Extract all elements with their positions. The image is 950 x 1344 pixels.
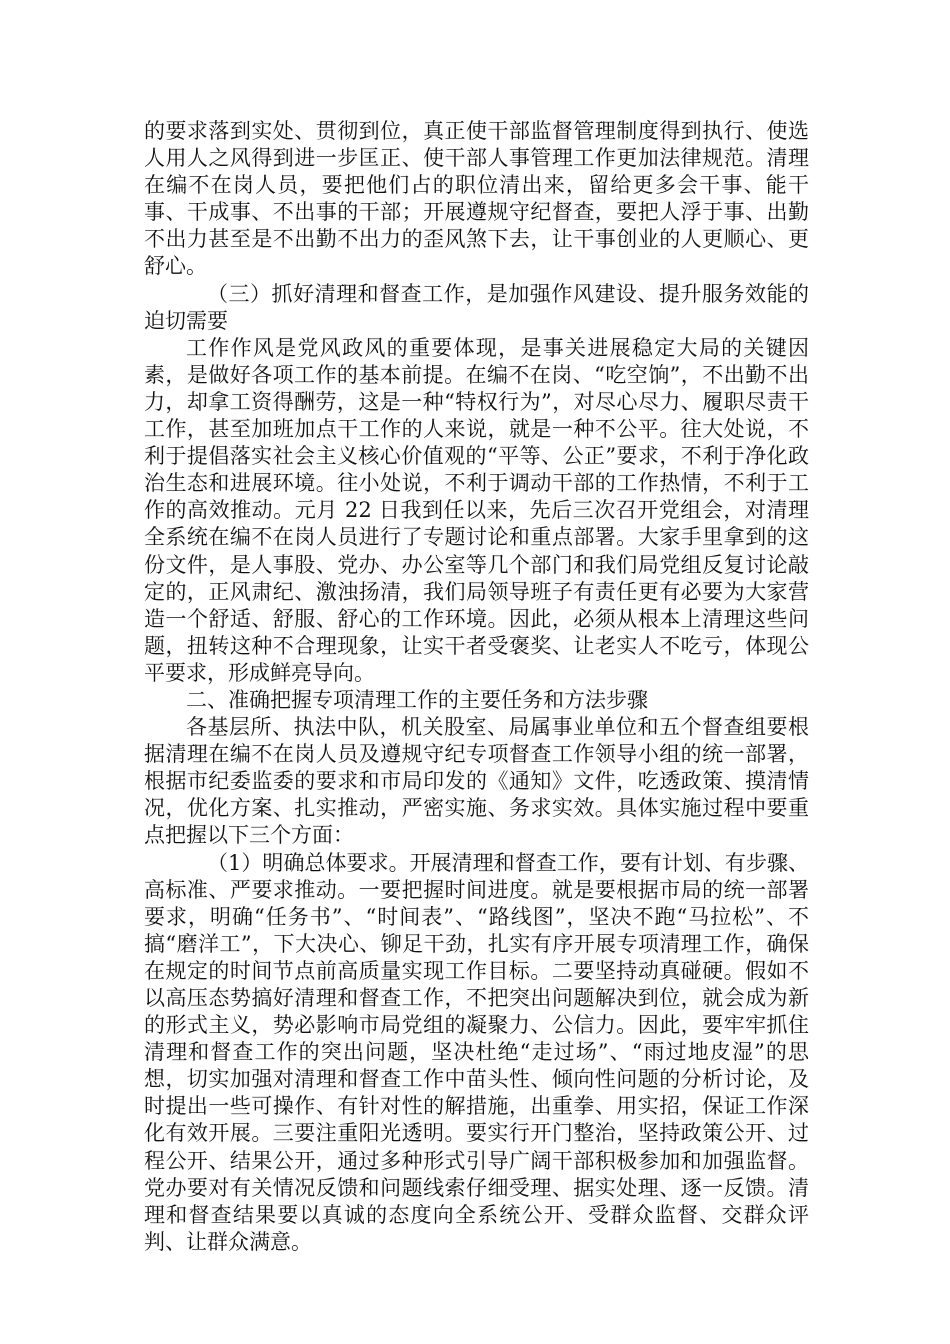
paragraph-work-style: 工作作风是党风政风的重要体现，是事关进展稳定大局的关键因素，是做好各项工作的基本前提。在编不在岗、“吃空饷”，不出勤不出力，却拿工资得酬劳，这是一种“特权行为”，对尽心尽力、履职尽责干工作，甚至加班加点干工作的人来说，就是一种不公平。往大处说，不利于提倡落实社会主义核心价值观的“平等、公正”要求，不利于净化政治生态和进展环境。往小处说，不利于调动干部的工作热情，不利于工作的高效推动。元月 22 日我到任以来，先后三次召开党组会，对清理全系统在编不在岗人员进行了专题讨论和重点部署。大家手里拿到的这份文件，是人事股、党办、办公室等几个部门和我们局党组反复讨论敲定的，正风肃纪、激浊扬清，我们局领导班子有责任更有必要为大家营造一个舒适、舒服、舒心的工作环境。因此，必须从根本上清理这些问题，扭转这种不合理现象，让实干者受褒奖、让老实人不吃亏，体现公平要求，形成鲜亮导向。	[144, 335, 809, 685]
paragraph-continuation: 的要求落到实处、贯彻到位，真正使干部监督管理制度得到执行、使选人用人之风得到进一步匡正、使干部人事管理工作更加法律规范。清理在编不在岗人员，要把他们占的职位清出来，留给更多会干事、能干事、干成事、不出事的干部；开展遵规守纪督查，要把人浮于事、出勤不出力甚至是不出勤不出力的歪风煞下去，让干事创业的人更顺心、更舒心。	[144, 119, 809, 279]
subheading-3: （三）抓好清理和督查工作，是加强作风建设、提升服务效能的迫切需要	[144, 281, 809, 333]
paragraph-units: 各基层所、执法中队，机关股室、局属事业单位和五个督查组要根据清理在编不在岗人员及遵规守纪专项督查工作领导小组的统一部署，根据市纪委监委的要求和市局印发的《通知》文件，吃透政策、摸清情况，优化方案、扎实推动，严密实施、务求实效。具体实施过程中要重点把握以下三个方面：	[144, 715, 809, 848]
paragraph-item-1: （1）明确总体要求。开展清理和督查工作，要有计划、有步骤、高标准、严要求推动。一要把握时间进度。就是要根据市局的统一部署要求，明确“任务书”、“时间表”、“路线图”，坚决不跑“马拉松”、不搞“磨洋工”，下大决心、铆足干劲，扎实有序开展专项清理工作，确保在规定的时间节点前高质量实现工作目标。二要坚持动真碰硬。假如不以高压态势搞好清理和督查工作，不把突出问题解决到位，就会成为新的形式主义，势必影响市局党组的凝聚力、公信力。因此，要牢牢抓住清理和督查工作的突出问题，坚决杜绝“走过场”、“雨过地皮湿”的思想，切实加强对清理和督查工作中苗头性、倾向性问题的分析讨论，及时提出一些可操作、有针对性的解措施，出重拳、用实招，保证工作深化有效开展。三要注重阳光透明。要实行开门整治，坚持政策公开、过程公开、结果公开，通过多种形式引导广阔干部积极参加和加强监督。党办要对有关情况反馈和问题线索仔细受理、据实处理、逐一反馈。清理和督查结果要以真诚的态度向全系统公开、受群众监督、交群众评判、让群众满意。	[144, 850, 809, 1254]
document-body	[144, 118, 809, 1256]
section-heading-2: 二、准确把握专项清理工作的主要任务和方法步骤	[186, 687, 648, 712]
